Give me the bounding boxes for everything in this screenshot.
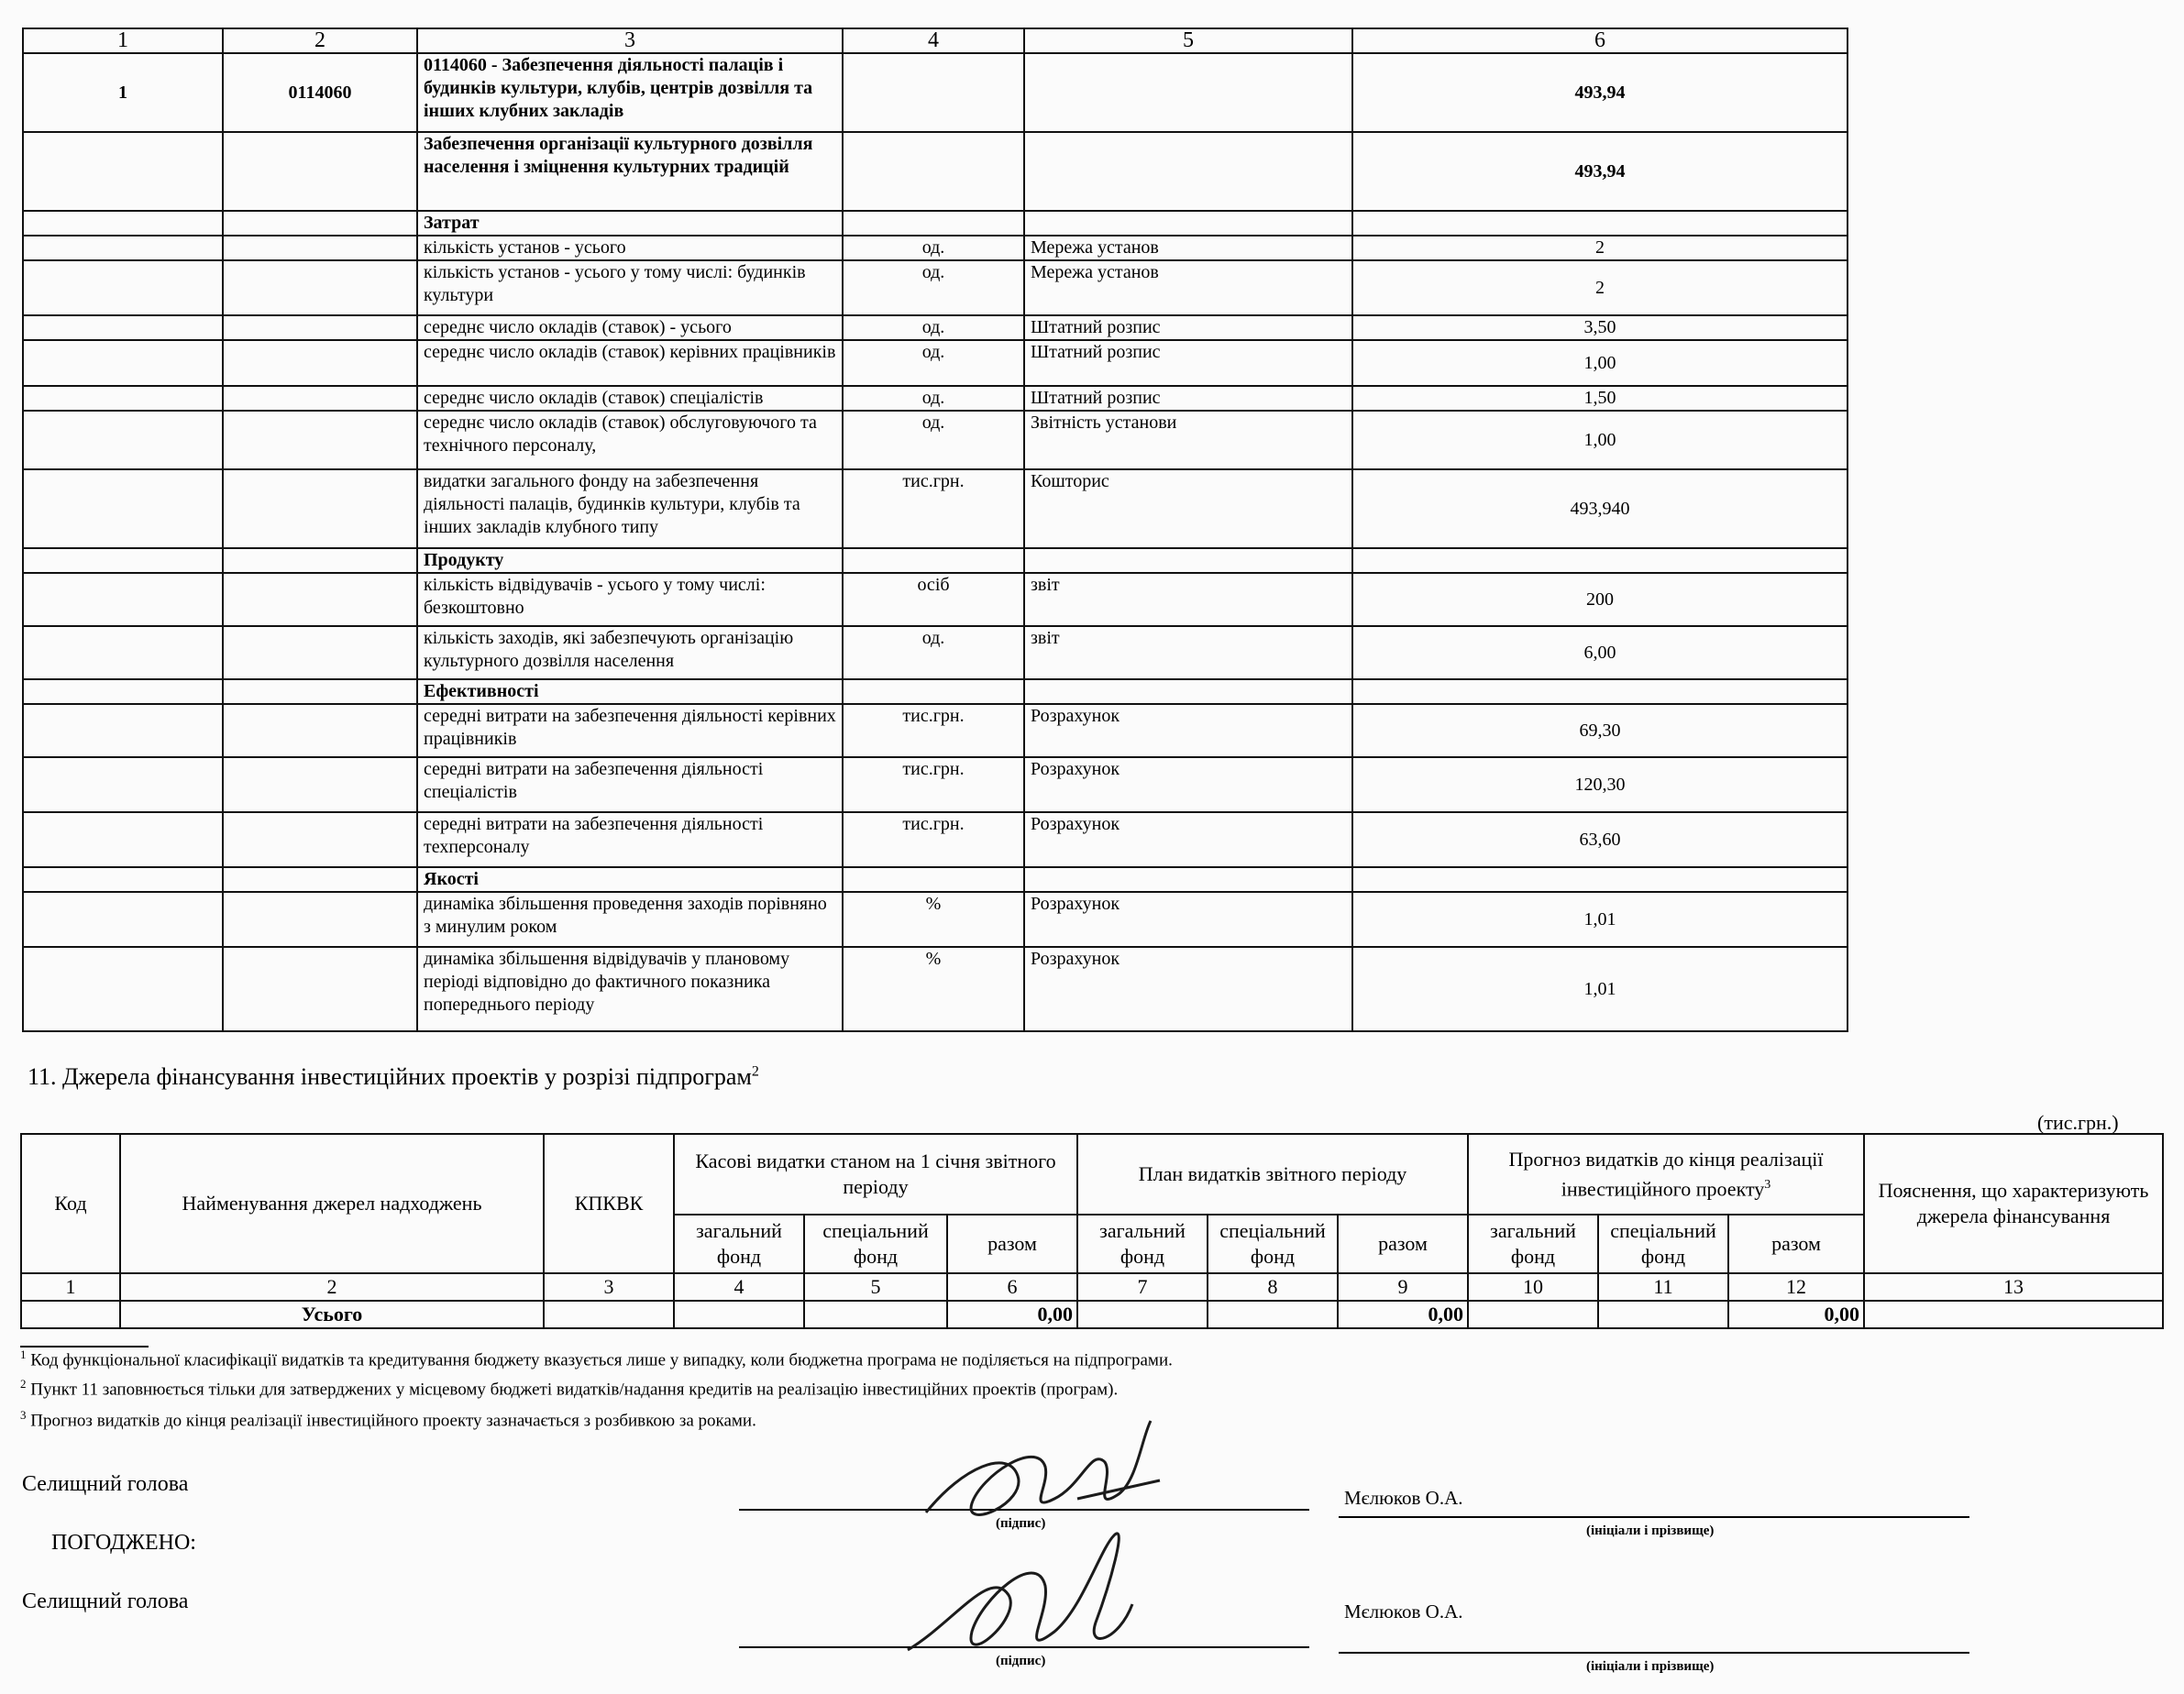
- cell-c3: середні витрати на забезпечення діяльності керівних працівників: [417, 704, 843, 757]
- column-number-row: [21, 1273, 2163, 1301]
- cell-c2: [223, 626, 417, 679]
- indicator-row: [23, 411, 1848, 469]
- cell-c5: Звітність установи: [1024, 411, 1352, 469]
- cell-c6: [1352, 867, 1848, 892]
- column-number: 13: [1864, 1273, 2163, 1301]
- cell-c1: [23, 411, 223, 469]
- column-number: 11: [1598, 1273, 1728, 1301]
- cell-c4: тис.грн.: [843, 704, 1024, 757]
- cell-c3: 0114060 - Забезпечення діяльності палаців і будинків культури, клубів, центрів дозвілля та інших клубних закладів: [417, 53, 843, 132]
- signer-name-2: Мєлюков О.А.: [1344, 1600, 1463, 1622]
- head-title-1: Селищний голова: [22, 1472, 189, 1496]
- cell-c1: [23, 260, 223, 315]
- total-forecast: 0,00: [1728, 1301, 1864, 1328]
- indicator-row: [23, 260, 1848, 315]
- indicator-row: [23, 315, 1848, 340]
- cell-c4: тис.грн.: [843, 757, 1024, 812]
- column-number: 5: [1024, 28, 1352, 53]
- total-label: Усього: [120, 1301, 544, 1328]
- cell-c5: Розрахунок: [1024, 812, 1352, 867]
- cell-c6: 63,60: [1352, 812, 1848, 867]
- name-line-1: [1339, 1516, 1969, 1518]
- cell-c6: 1,00: [1352, 411, 1848, 469]
- subheader-special-fund: спеціальний фонд: [1598, 1215, 1728, 1273]
- total-cell: [804, 1301, 947, 1328]
- footnote-3: [20, 1408, 756, 1431]
- subheader-general-fund: загальний фонд: [1468, 1215, 1598, 1273]
- cell-c5: [1024, 679, 1352, 704]
- header-forecast-text: Прогноз видатків до кінця реалізації інвестиційного проекту: [1508, 1147, 1824, 1201]
- header-forecast-expenses: [1468, 1134, 1864, 1215]
- indicator-row: [23, 386, 1848, 411]
- cell-c3: Забезпечення організації культурного дозвілля населення і зміцнення культурних традицій: [417, 132, 843, 211]
- cell-c4: [843, 132, 1024, 211]
- name-caption-1: (ініціали і прізвище): [1586, 1524, 1715, 1538]
- handwritten-signature-2: [899, 1512, 1174, 1678]
- indicator-row: [23, 704, 1848, 757]
- total-cell: [1208, 1301, 1338, 1328]
- cell-c4: од.: [843, 626, 1024, 679]
- cell-c6: 3,50: [1352, 315, 1848, 340]
- cell-c2: [223, 315, 417, 340]
- cell-c6: 6,00: [1352, 626, 1848, 679]
- footnote-1: [20, 1348, 1173, 1370]
- name-caption-2: (ініціали і прізвище): [1586, 1659, 1715, 1674]
- cell-c6: 1,00: [1352, 340, 1848, 386]
- cell-c2: [223, 132, 417, 211]
- cell-c3: середнє число окладів (ставок) спеціалістів: [417, 386, 843, 411]
- signature-caption-1: (підпис): [996, 1516, 1046, 1531]
- cell-c5: Розрахунок: [1024, 757, 1352, 812]
- cell-c3: кількість заходів, які забезпечують організацію культурного дозвілля населення: [417, 626, 843, 679]
- cell-c1: [23, 315, 223, 340]
- cell-c1: 1: [23, 53, 223, 132]
- footnote-text: Код функціональної класифікації видатків та кредитування бюджету вказується лише у випадку, коли бюджетна програма не поділяється на підпрограми.: [30, 1350, 1173, 1370]
- indicator-row: [23, 53, 1848, 132]
- cell-c4: од.: [843, 236, 1024, 260]
- column-number: 9: [1338, 1273, 1468, 1301]
- total-cell: [544, 1301, 674, 1328]
- cell-c2: [223, 469, 417, 548]
- cell-c5: [1024, 867, 1352, 892]
- cell-c3: Ефективності: [417, 679, 843, 704]
- cell-c2: [223, 757, 417, 812]
- cell-c5: [1024, 211, 1352, 236]
- footnote-text: Прогноз видатків до кінця реалізації інвестиційного проекту зазначається з розбивкою за роками.: [30, 1411, 756, 1431]
- indicators-table-body: [23, 28, 1848, 1031]
- cell-c5: Мережа установ: [1024, 260, 1352, 315]
- total-cell: [21, 1301, 120, 1328]
- cell-c1: [23, 947, 223, 1031]
- cell-c6: 2: [1352, 236, 1848, 260]
- cell-c3: середнє число окладів (ставок) обслуговуючого та технічного персоналу,: [417, 411, 843, 469]
- cell-c4: [843, 53, 1024, 132]
- cell-c2: [223, 573, 417, 626]
- cell-c3: Продукту: [417, 548, 843, 573]
- cell-c5: [1024, 53, 1352, 132]
- header-source-name: Найменування джерел надходжень: [120, 1134, 544, 1273]
- column-number: 4: [843, 28, 1024, 53]
- unit-label: (тис.грн.): [2037, 1111, 2119, 1134]
- cell-c6: 69,30: [1352, 704, 1848, 757]
- column-number: 3: [417, 28, 843, 53]
- total-cell: [1598, 1301, 1728, 1328]
- cell-c6: 493,94: [1352, 53, 1848, 132]
- indicator-row: [23, 812, 1848, 867]
- cell-c5: Розрахунок: [1024, 892, 1352, 947]
- section-11-title: [28, 1063, 759, 1091]
- cell-c4: [843, 679, 1024, 704]
- cell-c2: [223, 260, 417, 315]
- footnote-ref: 2: [751, 1063, 759, 1080]
- indicator-row: [23, 626, 1848, 679]
- cell-c2: [223, 211, 417, 236]
- cell-c6: [1352, 679, 1848, 704]
- indicator-row: [23, 340, 1848, 386]
- cell-c4: тис.грн.: [843, 469, 1024, 548]
- cell-c5: звіт: [1024, 626, 1352, 679]
- section-row: [23, 211, 1848, 236]
- cell-c2: [223, 548, 417, 573]
- funding-sources-table: [20, 1133, 2164, 1329]
- section-row: [23, 548, 1848, 573]
- cell-c6: [1352, 211, 1848, 236]
- cell-c5: звіт: [1024, 573, 1352, 626]
- header-cash-expenses: Касові видатки станом на 1 січня звітного періоду: [674, 1134, 1077, 1215]
- cell-c1: [23, 704, 223, 757]
- cell-c2: [223, 679, 417, 704]
- indicator-row: [23, 947, 1848, 1031]
- cell-c5: Штатний розпис: [1024, 340, 1352, 386]
- cell-c1: [23, 211, 223, 236]
- cell-c5: [1024, 132, 1352, 211]
- cell-c4: од.: [843, 411, 1024, 469]
- cell-c6: 1,50: [1352, 386, 1848, 411]
- cell-c3: кількість установ - усього: [417, 236, 843, 260]
- footnote-2: [20, 1377, 1118, 1400]
- cell-c5: [1024, 548, 1352, 573]
- cell-c3: кількість відвідувачів - усього у тому числі: безкоштовно: [417, 573, 843, 626]
- cell-c3: кількість установ - усього у тому числі: будинків культури: [417, 260, 843, 315]
- column-number: 1: [21, 1273, 120, 1301]
- cell-c5: Кошторис: [1024, 469, 1352, 548]
- indicator-row: [23, 892, 1848, 947]
- subheader-total: разом: [1338, 1215, 1468, 1273]
- column-number: 12: [1728, 1273, 1864, 1301]
- cell-c4: од.: [843, 386, 1024, 411]
- cell-c2: [223, 892, 417, 947]
- subheader-special-fund: спеціальний фонд: [1208, 1215, 1338, 1273]
- cell-c3: середні витрати на забезпечення діяльності техперсоналу: [417, 812, 843, 867]
- total-cell: [1468, 1301, 1598, 1328]
- cell-c1: [23, 757, 223, 812]
- head-title-2: Селищний голова: [22, 1590, 189, 1613]
- cell-c2: [223, 411, 417, 469]
- cell-c4: [843, 548, 1024, 573]
- indicator-row: [23, 132, 1848, 211]
- cell-c6: 1,01: [1352, 947, 1848, 1031]
- indicator-row: [23, 236, 1848, 260]
- footnote-number: 1: [20, 1348, 27, 1361]
- cell-c5: Розрахунок: [1024, 947, 1352, 1031]
- column-number: 6: [1352, 28, 1848, 53]
- cell-c5: Штатний розпис: [1024, 386, 1352, 411]
- subheader-special-fund: спеціальний фонд: [804, 1215, 947, 1273]
- cell-c3: середні витрати на забезпечення діяльності спеціалістів: [417, 757, 843, 812]
- total-cell: [674, 1301, 804, 1328]
- header-kpkvk: КПКВК: [544, 1134, 674, 1273]
- total-cash: 0,00: [947, 1301, 1077, 1328]
- cell-c3: середнє число окладів (ставок) керівних працівників: [417, 340, 843, 386]
- cell-c2: [223, 704, 417, 757]
- footnote-number: 2: [20, 1377, 27, 1391]
- total-plan: 0,00: [1338, 1301, 1468, 1328]
- header-row: [21, 1134, 2163, 1215]
- indicators-table: [22, 28, 1848, 1032]
- column-number: 2: [223, 28, 417, 53]
- cell-c1: [23, 812, 223, 867]
- footnote-number: 3: [20, 1408, 27, 1422]
- subheader-total: разом: [947, 1215, 1077, 1273]
- cell-c2: 0114060: [223, 53, 417, 132]
- cell-c1: [23, 892, 223, 947]
- cell-c2: [223, 340, 417, 386]
- cell-c4: [843, 867, 1024, 892]
- indicator-row: [23, 573, 1848, 626]
- cell-c6: 2: [1352, 260, 1848, 315]
- cell-c6: 493,94: [1352, 132, 1848, 211]
- cell-c1: [23, 626, 223, 679]
- subheader-general-fund: загальний фонд: [674, 1215, 804, 1273]
- agreed-label: ПОГОДЖЕНО:: [51, 1531, 196, 1555]
- name-line-2: [1339, 1652, 1969, 1654]
- cell-c4: %: [843, 947, 1024, 1031]
- cell-c4: %: [843, 892, 1024, 947]
- cell-c6: 200: [1352, 573, 1848, 626]
- column-number: 7: [1077, 1273, 1208, 1301]
- cell-c5: Мережа установ: [1024, 236, 1352, 260]
- cell-c1: [23, 386, 223, 411]
- section-row: [23, 679, 1848, 704]
- cell-c6: 1,01: [1352, 892, 1848, 947]
- cell-c2: [223, 867, 417, 892]
- cell-c4: тис.грн.: [843, 812, 1024, 867]
- cell-c5: Штатний розпис: [1024, 315, 1352, 340]
- subheader-total: разом: [1728, 1215, 1864, 1273]
- column-number: 2: [120, 1273, 544, 1301]
- header-code: Код: [21, 1134, 120, 1273]
- cell-c2: [223, 386, 417, 411]
- header-plan-expenses: План видатків звітного періоду: [1077, 1134, 1468, 1215]
- cell-c4: од.: [843, 260, 1024, 315]
- total-row: [21, 1301, 2163, 1328]
- section-11-title-text: 11. Джерела фінансування інвестиційних проектів у розрізі підпрограм: [28, 1063, 752, 1090]
- cell-c1: [23, 236, 223, 260]
- total-cell: [1864, 1301, 2163, 1328]
- cell-c3: видатки загального фонду на забезпечення діяльності палаців, будинків культури, клубів та інших закладів клубного типу: [417, 469, 843, 548]
- footnote-text: Пункт 11 заповнюється тільки для затверджених у місцевому бюджеті видатків/надання кредитів на реалізацію інвестиційних проектів (програм).: [30, 1380, 1119, 1400]
- section-row: [23, 867, 1848, 892]
- column-number: 4: [674, 1273, 804, 1301]
- column-number: 1: [23, 28, 223, 53]
- cell-c1: [23, 679, 223, 704]
- signer-name-1: Мєлюков О.А.: [1344, 1487, 1463, 1509]
- cell-c6: 493,940: [1352, 469, 1848, 548]
- cell-c1: [23, 573, 223, 626]
- column-number: 3: [544, 1273, 674, 1301]
- cell-c4: од.: [843, 315, 1024, 340]
- cell-c1: [23, 340, 223, 386]
- cell-c1: [23, 132, 223, 211]
- cell-c4: [843, 211, 1024, 236]
- cell-c2: [223, 236, 417, 260]
- cell-c4: осіб: [843, 573, 1024, 626]
- cell-c2: [223, 947, 417, 1031]
- subheader-general-fund: загальний фонд: [1077, 1215, 1208, 1273]
- header-explanation: Пояснення, що характеризують джерела фінансування: [1864, 1134, 2163, 1273]
- cell-c1: [23, 867, 223, 892]
- indicator-row: [23, 469, 1848, 548]
- indicator-row: [23, 757, 1848, 812]
- column-number: 10: [1468, 1273, 1598, 1301]
- column-number: 8: [1208, 1273, 1338, 1301]
- cell-c3: динаміка збільшення відвідувачів у плановому періоді відповідно до фактичного показника попереднього періоду: [417, 947, 843, 1031]
- column-number: 5: [804, 1273, 947, 1301]
- cell-c5: Розрахунок: [1024, 704, 1352, 757]
- signature-caption-2: (підпис): [996, 1654, 1046, 1668]
- cell-c3: динаміка збільшення проведення заходів порівняно з минулим роком: [417, 892, 843, 947]
- column-number: 6: [947, 1273, 1077, 1301]
- cell-c4: од.: [843, 340, 1024, 386]
- column-number-row: [23, 28, 1848, 53]
- cell-c6: 120,30: [1352, 757, 1848, 812]
- total-cell: [1077, 1301, 1208, 1328]
- footnote-ref: 3: [1764, 1177, 1771, 1192]
- cell-c3: Затрат: [417, 211, 843, 236]
- cell-c3: середнє число окладів (ставок) - усього: [417, 315, 843, 340]
- cell-c1: [23, 548, 223, 573]
- cell-c1: [23, 469, 223, 548]
- cell-c2: [223, 812, 417, 867]
- cell-c6: [1352, 548, 1848, 573]
- cell-c3: Якості: [417, 867, 843, 892]
